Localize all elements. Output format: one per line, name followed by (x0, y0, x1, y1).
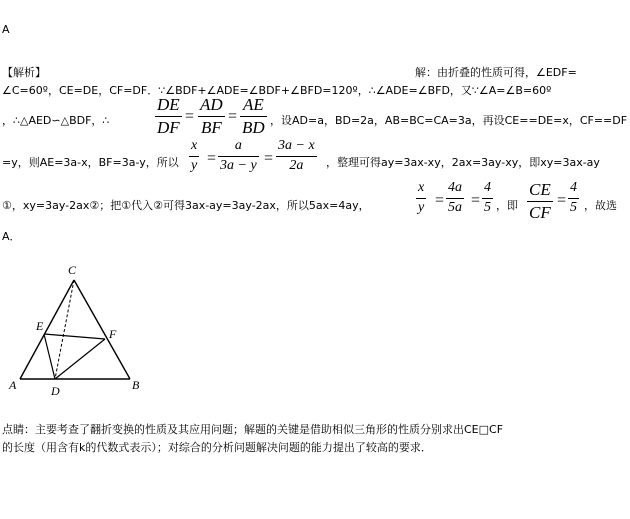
fraction-ad-bf: AD BF (200, 95, 223, 137)
label-a: A (9, 378, 17, 392)
fraction-4-5-b: 4 5 (570, 180, 577, 215)
equals-sign: = (207, 150, 217, 167)
equals-sign: = (185, 108, 195, 125)
label-d: D (51, 384, 60, 398)
solution-line-4-prefix: =y，则AE=3a-x，BF=3a-y，所以 (2, 156, 179, 169)
segment-ed (44, 334, 55, 379)
solution-line-5-mid: ，即 (496, 199, 518, 212)
solution-line-5-prefix: ①，xy=3ay-2ax②；把①代入②可得3ax-ay=3ay-2ax，所以5ax=4ay， (2, 199, 370, 212)
geometry-figure (0, 258, 160, 408)
solution-line-3-suffix: ，设AD=a，BD=2a，AB=BC=CA=3a，再设CE==DE=x，CF==DF (270, 114, 628, 127)
fraction-4-5: 4 5 (484, 180, 491, 215)
section-label: 【解析】 (2, 66, 46, 79)
label-c: C (68, 263, 77, 277)
solution-line-2: ∠C=60º，CE=DE，CF=DF．∵∠BDF+∠ADE=∠BDF+∠BFD=120º，∴∠ADE=∠BFD，又∵∠A=∠B=60º (2, 84, 552, 97)
solution-line-6: A． (2, 230, 21, 243)
solution-intro: 解：由折叠的性质可得，∠EDF= (415, 66, 577, 79)
equals-sign: = (471, 192, 481, 209)
fraction-3a-x-2a: 3a − x 2a (278, 138, 315, 173)
segment-cb (74, 280, 130, 379)
fraction-de-df: DE DF (157, 95, 180, 137)
equals-sign: = (228, 108, 238, 125)
segment-ac (20, 280, 74, 379)
label-f: F (109, 327, 117, 341)
segment-cd-dashed (55, 280, 74, 379)
fraction-x-y-2: x y (418, 180, 425, 215)
fraction-ce-cf: CE CF (529, 180, 551, 222)
segment-fd (55, 339, 105, 379)
equals-sign: = (264, 150, 274, 167)
solution-line-3-prefix: ，∴△AED∽△BDF，∴ (2, 114, 110, 127)
label-e: E (36, 319, 44, 333)
note-line-1: 点睛：主要考查了翻折变换的性质及其应用问题；解题的关键是借助相似三角形的性质分别求出CE□CF (2, 423, 504, 436)
fraction-ae-bd: AE BD (242, 95, 265, 137)
fraction-4a-5a: 4a 5a (448, 180, 462, 215)
solution-line-5-suffix: ，故选 (584, 199, 617, 212)
equals-sign: = (435, 192, 445, 209)
segment-ef (44, 334, 105, 339)
note-line-2: 的长度（用含有k的代数式表示）；对综合的分析问题解决问题的能力提出了较高的要求． (2, 441, 432, 454)
fraction-a-3a-y: a 3a − y (220, 138, 257, 173)
equals-sign: = (557, 192, 567, 209)
solution-line-4-suffix: ，整理可得ay=3ax-xy，2ax=3ay-xy，即xy=3ax-ay (326, 156, 600, 169)
label-b: B (132, 378, 140, 392)
answer-letter: A (2, 23, 10, 36)
fraction-x-y: x y (191, 138, 198, 173)
